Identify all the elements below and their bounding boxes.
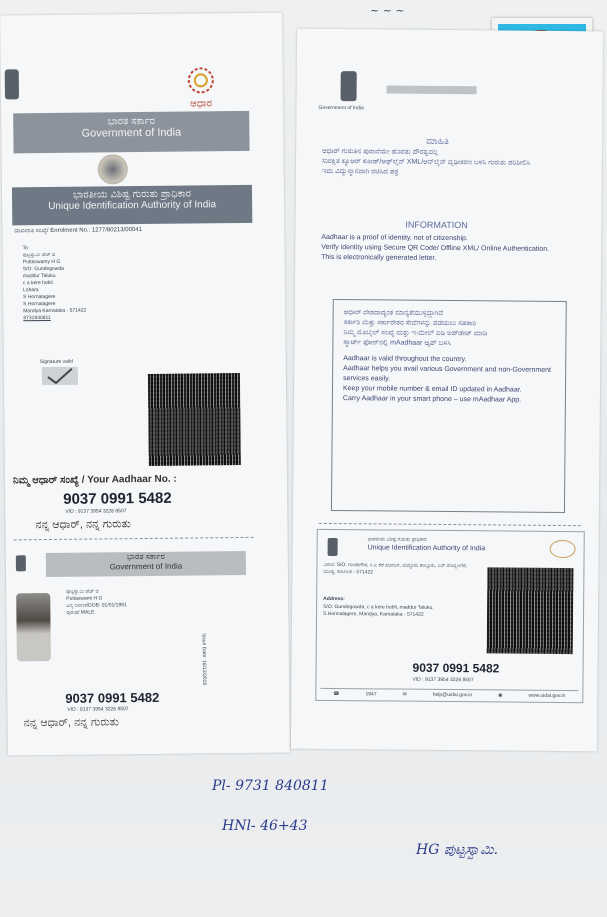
- mail-icon: ✉: [402, 691, 407, 698]
- card-gov-en: Government of India: [109, 561, 183, 572]
- uidai-banner: [12, 185, 252, 226]
- gov-en: Government of India: [81, 126, 182, 140]
- info-kn-line: ಆಧಾರ್ ಗುರುತಿನ ಪುರಾವೆಯೇ ಹೊರತು ಪೌರತ್ವದಲ್ಲ: [322, 147, 439, 156]
- address-line: S/O: Gundegowda: [22, 265, 64, 273]
- address-line: S Hornalagere: [23, 293, 56, 301]
- uidai-kn: ಭಾರತೀಯ ವಿಶಿಷ್ಟ ಗುರುತು ಪ್ರಾಧಿಕಾರ: [72, 188, 192, 201]
- aadhaar-logo: [171, 65, 231, 110]
- card-uidai-en: Unique Identification Authority of India: [367, 544, 486, 553]
- info-kn-title: ಮಾಹಿತಿ: [426, 135, 449, 147]
- info-kn-line: ಸುರಕ್ಷಿತ ಕ್ಯೂಆರ್ ಕೋಡ್/ಆಫ್‌ಲೈನ್ XML/ಆನ್‌ಲೈನ್ ದೃಢೀಕರಣ ಬಳಸಿ ಗುರುತು ಪರಿಶೀಲಿಸಿ: [321, 157, 531, 167]
- address-label: Address:: [323, 595, 345, 603]
- gender: ಪುರುಷ/ MALE: [66, 609, 95, 616]
- address-line: ಪುಟ್ಟಸ್ವಾಮಿ ಹೆಚ್ ಜಿ: [22, 251, 56, 259]
- address-en: S/O: Gundegowda, c a kere hobli, maddur Taluku, S.Honnalagere, Mandya, Karnataka - 571422: [323, 603, 434, 618]
- web-icon: ◉: [498, 691, 503, 698]
- info-kn-line: ಇದು ವಿದ್ಯುನ್ಮಾನವಾಗಿ ರಚಿಸಿದ ಪತ್ರ: [321, 167, 399, 176]
- aadhaar-number: 9037 0991 5482: [63, 489, 172, 508]
- handwritten-name: HG ಪುಟ್ಟಸ್ವಾಮಿ.: [416, 842, 499, 858]
- aadhaar-logo-text: ಆಧಾರ: [190, 98, 213, 110]
- uidai-en: Unique Identification Authority of India: [48, 199, 217, 213]
- your-aadhaar-label: ನಿಮ್ಮ ಆಧಾರ್ ಸಂಖ್ಯೆ / Your Aadhaar No. :: [12, 473, 177, 487]
- issue-date: Issue Date: 16/12/2016: [200, 633, 208, 686]
- box-kn-line: ಆಧಾರ್ ದೇಶದಾದ್ಯಂತ ಮಾನ್ಯತೆಯುಳ್ಳದ್ದಾಗಿದೆ: [343, 309, 444, 317]
- handwritten-phone: Pl- 9731 840811: [212, 778, 329, 794]
- card-details: [66, 588, 186, 617]
- signature-check-icon: [42, 367, 78, 385]
- vid-number: VID : 9137 3954 3226 8507: [65, 508, 127, 515]
- card-aadhaar-number: 9037 0991 5482: [65, 689, 160, 706]
- dob: ಜನ್ಮ ದಿನಾಂಕ/DOB: 01/01/1981: [66, 602, 127, 609]
- address-kn: ವಿಳಾಸ: S/O: ಗುಂಡೇಗೌಡ, ಸಿ ಎ ಕೆರೆ ಹೋಬಳಿ, ಮದ್ದೂರು ತಾಲ್ಲೂಕು, ಎಸ್ ಹೊನ್ನಲಗೆರೆ, ಮಂಡ್ಯ, ಕರ್ನಾಟಕ - 571422: [323, 561, 468, 576]
- aadhaar-logo-small: [550, 540, 576, 558]
- info-kn-list: [322, 147, 572, 179]
- emblem-icon-small: [328, 538, 338, 556]
- card-aadhaar-number: 9037 0991 5482: [412, 660, 500, 676]
- gov-banner: [13, 111, 249, 153]
- footer-website: www.uidai.gov.in: [528, 692, 566, 699]
- box-line: Aadhaar is valid throughout the country.: [343, 355, 467, 364]
- redacted-header: [387, 85, 477, 94]
- phone-icon: ☎: [333, 690, 340, 697]
- box-line: Keep your mobile number & email ID updated in Aadhaar.: [342, 385, 522, 394]
- info-line: Aadhaar is a proof of identity, not of citizenship.: [321, 233, 468, 243]
- holder-photo: [16, 593, 51, 661]
- aadhaar-letter-left: [0, 13, 290, 756]
- card-gov-kn: ಭಾರತ ಸರ್ಕಾರ: [126, 551, 165, 562]
- recipient-address: [23, 244, 134, 322]
- emblem-seal-icon: [98, 154, 128, 184]
- card-vid: VID : 9137 3954 3226 8507: [412, 676, 474, 684]
- cut-line: [319, 523, 581, 526]
- name-en: Puttaswami H G: [66, 595, 103, 602]
- handwritten-house: HNl- 46+43: [222, 818, 308, 834]
- address-line: 8731840811: [23, 314, 51, 322]
- signature-label: Signature valid: [39, 358, 73, 366]
- address-line: Puttaswamy H G: [22, 258, 61, 266]
- card-footer: [320, 688, 578, 701]
- box-kn-line: ನಿಮ್ಮ ಮೊಬೈಲ್ ಸಂಖ್ಯೆ ಮತ್ತು ಇ-ಮೇಲ್ ಐಡಿ ಅಪ್‌ಡೇಟ್ ಮಾಡಿ: [343, 329, 488, 338]
- emblem-caption: Government of India: [318, 104, 364, 112]
- card-vid: VID : 9137 3954 3226 8507: [67, 706, 129, 713]
- address-line: maddur Taluku: [22, 272, 56, 280]
- qr-code: [487, 567, 574, 654]
- box-line: Aadhaar helps you avail various Government and non-Government services easily.: [343, 365, 552, 383]
- info-line: This is electronically generated letter.: [321, 253, 437, 262]
- gov-kn: ಭಾರತ ಸರ್ಕಾರ: [107, 115, 156, 128]
- top-scribble: ~ ~ ~: [370, 4, 405, 17]
- cut-line: [14, 537, 254, 541]
- address-line: Mandya Karnataka - 571422: [23, 307, 87, 315]
- enrolment-number: ದಾಖಲಾತಿ ಸಂಖ್ಯೆ/ Enrolment No.: 1277/80213/00041: [14, 227, 142, 235]
- emblem-icon-small: [16, 555, 26, 571]
- address-line: Lohara: [22, 287, 39, 294]
- card-uidai-kn: ಭಾರತೀಯ ವಿಶಿಷ್ಟ ಗುರುತು ಪ್ರಾಧಿಕಾರ: [367, 536, 427, 543]
- emblem-icon: [5, 69, 19, 99]
- address-line: S Hornalagere: [23, 300, 56, 308]
- footer-phone: 1947: [365, 690, 377, 697]
- card-back: [315, 529, 584, 703]
- qr-code: [148, 373, 241, 466]
- name-kn: ಪುಟ್ಟಸ್ವಾಮಿ ಹೆಚ್ ಜಿ: [66, 588, 99, 595]
- info-line: Verify identity using Secure QR Code/ Offline XML/ Online Authentication.: [321, 243, 550, 253]
- info-title: INFORMATION: [405, 219, 468, 231]
- footer-email: help@uidai.gov.in: [432, 691, 473, 698]
- info-list: [321, 233, 576, 265]
- box-kn-line: ಸ್ಮಾರ್ಟ್ ಫೋನ್‌ನಲ್ಲಿ mAadhaar ಆ್ಯಪ್ ಬಳಸಿ: [343, 339, 451, 348]
- address-line: c a kere hobli: [22, 279, 53, 287]
- slogan: ನನ್ನ ಆಧಾರ್, ನನ್ನ ಗುರುತು: [35, 518, 131, 532]
- card-gov-banner: [46, 551, 246, 577]
- box-kn-line: ಸರ್ಕಾರಿ ಮತ್ತು ಸರ್ಕಾರೇತರ ಸೇವೆಗಳನ್ನು ಪಡೆಯಲು ಸಹಕಾರಿ: [343, 319, 477, 328]
- card-slogan: ನನ್ನ ಆಧಾರ್, ನನ್ನ ಗುರುತು: [23, 716, 119, 730]
- emblem-icon: [341, 71, 357, 101]
- aadhaar-letter-right: [291, 29, 603, 752]
- address-line: To: [22, 245, 28, 252]
- info-box: [331, 299, 567, 513]
- box-line: Carry Aadhaar in your smart phone – use mAadhaar App.: [342, 395, 522, 404]
